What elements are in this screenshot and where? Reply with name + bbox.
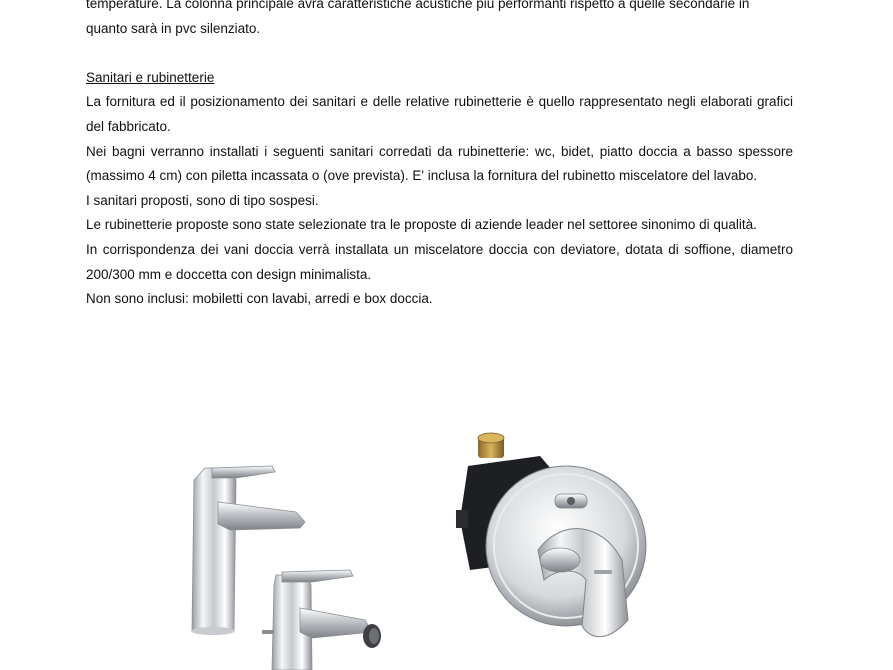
document-body <box>86 0 793 312</box>
bidet-faucet-icon <box>262 570 381 670</box>
intro-line-1: temperature. La colonna principale avrà caratteristiche acustiche più performanti rispetto a quelle secondarie in <box>86 0 750 11</box>
paragraph-doccia: In corrispondenza dei vani doccia verrà installata un miscelatore doccia con deviatore, dotata di soffione, diametro 200/300 mm e doccetta con design minimalista. <box>86 241 793 282</box>
section-heading: Sanitari e rubinetterie <box>86 69 215 85</box>
paragraph-esclusi: Non sono inclusi: mobiletti con lavabi, arredi e box doccia. <box>86 291 433 307</box>
shower-mixer-icon <box>456 433 646 637</box>
paragraph-sospesi: I sanitari proposti, sono di tipo sospesi. <box>86 192 319 208</box>
paragraph-rubinetterie: Le rubinetterie proposte sono state selezionate tra le proposte di aziende leader nel settoree sinonimo di qualità. <box>86 217 757 233</box>
paragraph-fornitura: La fornitura ed il posizionamento dei sanitari e delle relative rubinetterie è quello rappresentato negli elaborati grafici del fabbricato. <box>86 94 793 134</box>
paragraph-spacer <box>86 41 793 66</box>
product-images <box>0 420 893 670</box>
product-illustration <box>0 420 893 670</box>
paragraph-bagni: Nei bagni verranno installati i seguenti sanitari corredati da rubinetterie: wc, bidet, piatto doccia a basso spessore (massimo 4 cm) con piletta incassata o (ove prevista). E' inclusa la fornitura del rubinetto miscelatore del lavabo. <box>86 143 793 184</box>
intro-line-2: quanto sarà in pvc silenziato. <box>86 20 261 36</box>
